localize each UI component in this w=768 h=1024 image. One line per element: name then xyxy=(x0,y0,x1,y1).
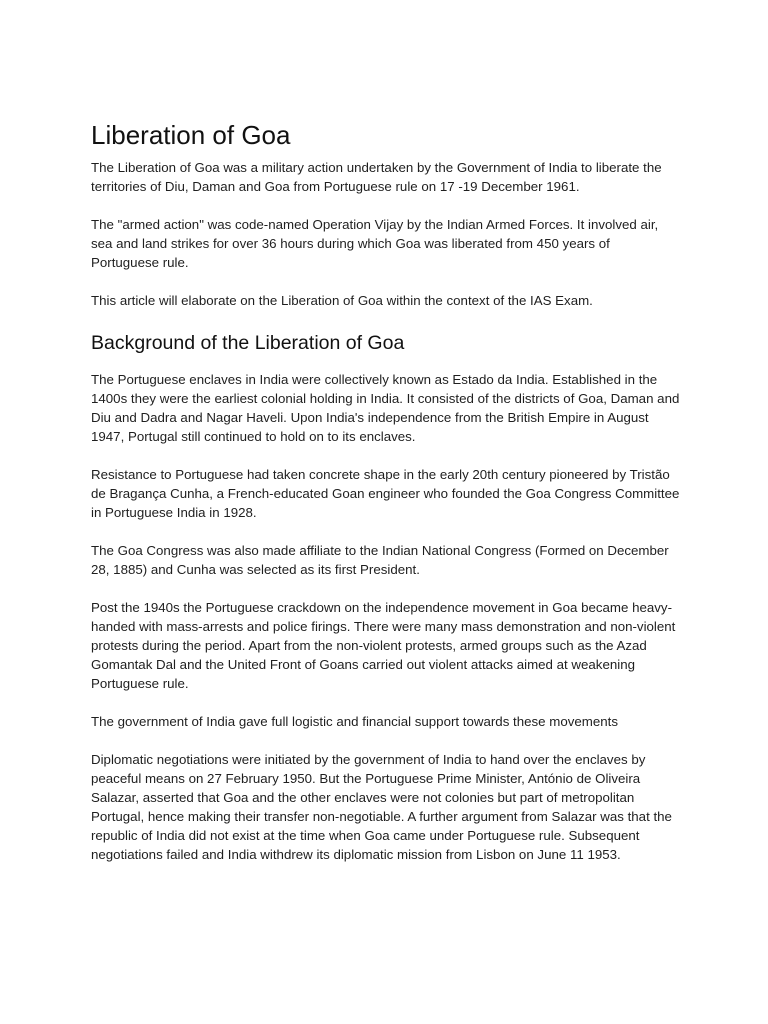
intro-paragraph-2: The "armed action" was code-named Operation Vijay by the Indian Armed Forces. It involved air, sea and land strikes for over 36 hours during which Goa was liberated from 450 years of Portuguese rule. xyxy=(91,217,659,270)
background-paragraph-5: The government of India gave full logistic and financial support towards these movements xyxy=(91,714,618,729)
background-paragraph-3: The Goa Congress was also made affiliate to the Indian National Congress (Formed on December 28, 1885) and Cunha was selected as its first President. xyxy=(91,543,669,577)
intro-paragraph-3: This article will elaborate on the Liberation of Goa within the context of the IAS Exam. xyxy=(91,293,593,308)
page-title: Liberation of Goa xyxy=(91,120,291,150)
section-heading: Background of the Liberation of Goa xyxy=(91,332,405,354)
background-paragraph-4: Post the 1940s the Portuguese crackdown on the independence movement in Goa became heavy-handed with mass-arrests and police firings. There were many mass demonstration and non-violent protests during the period. Apart from the non-violent protests, armed groups such as the Azad Gomantak Dal and the United Front of Goans carried out violent attacks aimed at weakening Portuguese rule. xyxy=(91,600,676,691)
intro-paragraph-1: The Liberation of Goa was a military action undertaken by the Government of India to liberate the territories of Diu, Daman and Goa from Portuguese rule on 17 -19 December 1961. xyxy=(91,160,662,194)
background-paragraph-2: Resistance to Portuguese had taken concrete shape in the early 20th century pioneered by Tristão de Bragança Cunha, a French-educated Goan engineer who founded the Goa Congress Committee in Portuguese India in 1928. xyxy=(91,467,680,520)
background-paragraph-1: The Portuguese enclaves in India were collectively known as Estado da India. Established in the 1400s they were the earliest colonial holding in India. It consisted of the districts of Goa, Daman and Diu and Dadra and Nagar Haveli. Upon India's independence from the British Empire in August 1947, Portugal still continued to hold on to its enclaves. xyxy=(91,372,680,444)
background-paragraph-6: Diplomatic negotiations were initiated by the government of India to hand over the enclaves by peaceful means on 27 February 1950. But the Portuguese Prime Minister, António de Oliveira Salazar, asserted that Goa and the other enclaves were not colonies but part of metropolitan Portugal, hence making their transfer non-negotiable. A further argument from Salazar was that the republic of India did not exist at the time when Goa came under Portuguese rule. Subsequent negotiations failed and India withdrew its diplomatic mission from Lisbon on June 11 1953. xyxy=(91,752,672,862)
